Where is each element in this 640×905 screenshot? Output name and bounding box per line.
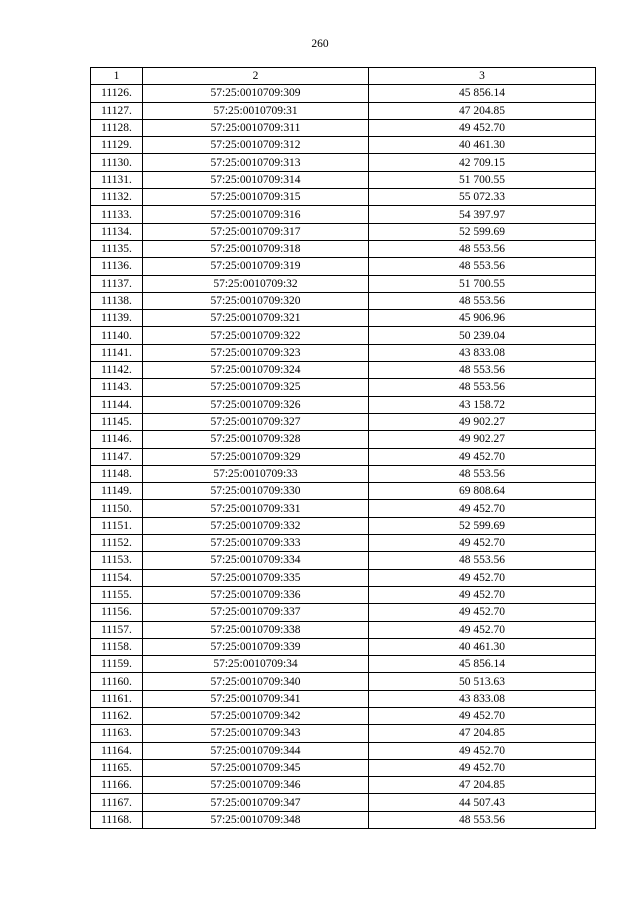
row-number-cell: 11133. xyxy=(91,206,143,223)
table-row xyxy=(91,448,596,465)
cadastral-value-cell: 49 452.70 xyxy=(369,586,596,603)
cadastral-value-cell: 45 856.14 xyxy=(369,85,596,102)
cadastral-value-cell: 51 700.55 xyxy=(369,171,596,188)
cadastral-value-cell: 48 553.56 xyxy=(369,811,596,828)
cadastral-value-cell: 50 513.63 xyxy=(369,673,596,690)
column-header-cadastral-number: 2 xyxy=(143,68,369,85)
table-row xyxy=(91,500,596,517)
cadastral-number-cell: 57:25:0010709:328 xyxy=(143,431,369,448)
page-number: 260 xyxy=(311,38,329,50)
row-number-cell: 11160. xyxy=(91,673,143,690)
row-number-cell: 11129. xyxy=(91,137,143,154)
row-number-cell: 11148. xyxy=(91,465,143,482)
column-header-cadastral-value: 3 xyxy=(369,68,596,85)
cadastral-value-cell: 48 553.56 xyxy=(369,379,596,396)
row-number-cell: 11165. xyxy=(91,759,143,776)
table-row xyxy=(91,258,596,275)
cadastral-value-cell: 49 902.27 xyxy=(369,431,596,448)
row-number-cell: 11135. xyxy=(91,240,143,257)
table-row xyxy=(91,85,596,102)
row-number-cell: 11151. xyxy=(91,517,143,534)
table-row xyxy=(91,604,596,621)
cadastral-number-cell: 57:25:0010709:311 xyxy=(143,119,369,136)
row-number-cell: 11159. xyxy=(91,656,143,673)
cadastral-value-table xyxy=(90,67,596,829)
table-row xyxy=(91,431,596,448)
cadastral-number-cell: 57:25:0010709:314 xyxy=(143,171,369,188)
row-number-cell: 11144. xyxy=(91,396,143,413)
cadastral-value-cell: 40 461.30 xyxy=(369,137,596,154)
cadastral-number-cell: 57:25:0010709:322 xyxy=(143,327,369,344)
cadastral-value-cell: 43 833.08 xyxy=(369,690,596,707)
cadastral-number-cell: 57:25:0010709:317 xyxy=(143,223,369,240)
table-row xyxy=(91,171,596,188)
table-row xyxy=(91,396,596,413)
table-row xyxy=(91,742,596,759)
row-number-cell: 11141. xyxy=(91,344,143,361)
cadastral-number-cell: 57:25:0010709:320 xyxy=(143,292,369,309)
table-row xyxy=(91,690,596,707)
row-number-cell: 11126. xyxy=(91,85,143,102)
table-row xyxy=(91,777,596,794)
table-row xyxy=(91,344,596,361)
table-row xyxy=(91,362,596,379)
cadastral-value-cell: 52 599.69 xyxy=(369,517,596,534)
cadastral-value-cell: 47 204.85 xyxy=(369,725,596,742)
cadastral-number-cell: 57:25:0010709:340 xyxy=(143,673,369,690)
row-number-cell: 11130. xyxy=(91,154,143,171)
cadastral-number-cell: 57:25:0010709:343 xyxy=(143,725,369,742)
table-row xyxy=(91,759,596,776)
cadastral-number-cell: 57:25:0010709:337 xyxy=(143,604,369,621)
cadastral-value-cell: 49 452.70 xyxy=(369,604,596,621)
table-row xyxy=(91,586,596,603)
table-row xyxy=(91,517,596,534)
table-row xyxy=(91,206,596,223)
cadastral-number-cell: 57:25:0010709:332 xyxy=(143,517,369,534)
cadastral-number-cell: 57:25:0010709:339 xyxy=(143,638,369,655)
cadastral-number-cell: 57:25:0010709:319 xyxy=(143,258,369,275)
table-row xyxy=(91,275,596,292)
cadastral-value-cell: 47 204.85 xyxy=(369,777,596,794)
cadastral-number-cell: 57:25:0010709:325 xyxy=(143,379,369,396)
table-row xyxy=(91,223,596,240)
table-row xyxy=(91,327,596,344)
row-number-cell: 11161. xyxy=(91,690,143,707)
table-row xyxy=(91,811,596,828)
cadastral-number-cell: 57:25:0010709:309 xyxy=(143,85,369,102)
cadastral-value-cell: 51 700.55 xyxy=(369,275,596,292)
cadastral-number-cell: 57:25:0010709:315 xyxy=(143,189,369,206)
header-row xyxy=(91,68,596,85)
table-row xyxy=(91,310,596,327)
row-number-cell: 11136. xyxy=(91,258,143,275)
row-number-cell: 11134. xyxy=(91,223,143,240)
cadastral-number-cell: 57:25:0010709:346 xyxy=(143,777,369,794)
row-number-cell: 11164. xyxy=(91,742,143,759)
row-number-cell: 11132. xyxy=(91,189,143,206)
cadastral-number-cell: 57:25:0010709:342 xyxy=(143,707,369,724)
table-row xyxy=(91,379,596,396)
cadastral-value-cell: 44 507.43 xyxy=(369,794,596,811)
cadastral-number-cell: 57:25:0010709:33 xyxy=(143,465,369,482)
cadastral-value-cell: 49 452.70 xyxy=(369,448,596,465)
row-number-cell: 11152. xyxy=(91,535,143,552)
row-number-cell: 11150. xyxy=(91,500,143,517)
cadastral-value-cell: 69 808.64 xyxy=(369,483,596,500)
cadastral-number-cell: 57:25:0010709:316 xyxy=(143,206,369,223)
table-row xyxy=(91,240,596,257)
cadastral-value-cell: 48 553.56 xyxy=(369,292,596,309)
cadastral-number-cell: 57:25:0010709:323 xyxy=(143,344,369,361)
cadastral-value-cell: 54 397.97 xyxy=(369,206,596,223)
cadastral-value-cell: 48 553.56 xyxy=(369,465,596,482)
table-row xyxy=(91,725,596,742)
row-number-cell: 11138. xyxy=(91,292,143,309)
cadastral-value-cell: 49 452.70 xyxy=(369,535,596,552)
row-number-cell: 11149. xyxy=(91,483,143,500)
cadastral-number-cell: 57:25:0010709:31 xyxy=(143,102,369,119)
table-row xyxy=(91,621,596,638)
row-number-cell: 11156. xyxy=(91,604,143,621)
cadastral-number-cell: 57:25:0010709:326 xyxy=(143,396,369,413)
cadastral-number-cell: 57:25:0010709:330 xyxy=(143,483,369,500)
cadastral-value-cell: 49 452.70 xyxy=(369,621,596,638)
cadastral-number-cell: 57:25:0010709:344 xyxy=(143,742,369,759)
table-row xyxy=(91,794,596,811)
cadastral-number-cell: 57:25:0010709:329 xyxy=(143,448,369,465)
cadastral-number-cell: 57:25:0010709:324 xyxy=(143,362,369,379)
row-number-cell: 11142. xyxy=(91,362,143,379)
cadastral-value-cell: 55 072.33 xyxy=(369,189,596,206)
table-row xyxy=(91,154,596,171)
table-row xyxy=(91,292,596,309)
row-number-cell: 11146. xyxy=(91,431,143,448)
cadastral-value-cell: 49 902.27 xyxy=(369,413,596,430)
row-number-cell: 11167. xyxy=(91,794,143,811)
table-row xyxy=(91,119,596,136)
cadastral-value-cell: 49 452.70 xyxy=(369,707,596,724)
cadastral-value-cell: 49 452.70 xyxy=(369,500,596,517)
row-number-cell: 11168. xyxy=(91,811,143,828)
cadastral-number-cell: 57:25:0010709:331 xyxy=(143,500,369,517)
cadastral-number-cell: 57:25:0010709:34 xyxy=(143,656,369,673)
cadastral-number-cell: 57:25:0010709:318 xyxy=(143,240,369,257)
row-number-cell: 11147. xyxy=(91,448,143,465)
cadastral-number-cell: 57:25:0010709:321 xyxy=(143,310,369,327)
cadastral-number-cell: 57:25:0010709:345 xyxy=(143,759,369,776)
row-number-cell: 11128. xyxy=(91,119,143,136)
cadastral-number-cell: 57:25:0010709:333 xyxy=(143,535,369,552)
column-header-number: 1 xyxy=(91,68,143,85)
table-row xyxy=(91,189,596,206)
row-number-cell: 11162. xyxy=(91,707,143,724)
row-number-cell: 11154. xyxy=(91,569,143,586)
row-number-cell: 11166. xyxy=(91,777,143,794)
table-row xyxy=(91,483,596,500)
row-number-cell: 11137. xyxy=(91,275,143,292)
cadastral-number-cell: 57:25:0010709:313 xyxy=(143,154,369,171)
cadastral-number-cell: 57:25:0010709:32 xyxy=(143,275,369,292)
cadastral-number-cell: 57:25:0010709:335 xyxy=(143,569,369,586)
cadastral-value-cell: 48 553.56 xyxy=(369,552,596,569)
table-row xyxy=(91,535,596,552)
cadastral-value-cell: 50 239.04 xyxy=(369,327,596,344)
cadastral-number-cell: 57:25:0010709:334 xyxy=(143,552,369,569)
table-row xyxy=(91,413,596,430)
cadastral-value-cell: 47 204.85 xyxy=(369,102,596,119)
cadastral-number-cell: 57:25:0010709:327 xyxy=(143,413,369,430)
cadastral-value-cell: 49 452.70 xyxy=(369,119,596,136)
row-number-cell: 11145. xyxy=(91,413,143,430)
row-number-cell: 11143. xyxy=(91,379,143,396)
row-number-cell: 11153. xyxy=(91,552,143,569)
cadastral-number-cell: 57:25:0010709:338 xyxy=(143,621,369,638)
cadastral-value-cell: 48 553.56 xyxy=(369,362,596,379)
cadastral-value-cell: 43 158.72 xyxy=(369,396,596,413)
cadastral-number-cell: 57:25:0010709:347 xyxy=(143,794,369,811)
cadastral-number-cell: 57:25:0010709:348 xyxy=(143,811,369,828)
cadastral-value-cell: 40 461.30 xyxy=(369,638,596,655)
row-number-cell: 11139. xyxy=(91,310,143,327)
cadastral-value-cell: 45 906.96 xyxy=(369,310,596,327)
row-number-cell: 11157. xyxy=(91,621,143,638)
cadastral-value-cell: 48 553.56 xyxy=(369,240,596,257)
row-number-cell: 11140. xyxy=(91,327,143,344)
table-header xyxy=(91,68,596,85)
cadastral-value-cell: 49 452.70 xyxy=(369,759,596,776)
cadastral-value-cell: 49 452.70 xyxy=(369,569,596,586)
row-number-cell: 11155. xyxy=(91,586,143,603)
table-row xyxy=(91,552,596,569)
cadastral-value-cell: 45 856.14 xyxy=(369,656,596,673)
table-body xyxy=(91,85,596,829)
row-number-cell: 11163. xyxy=(91,725,143,742)
table-row xyxy=(91,707,596,724)
cadastral-number-cell: 57:25:0010709:341 xyxy=(143,690,369,707)
table-row xyxy=(91,638,596,655)
table-row xyxy=(91,102,596,119)
table-row xyxy=(91,656,596,673)
cadastral-value-cell: 52 599.69 xyxy=(369,223,596,240)
cadastral-value-cell: 49 452.70 xyxy=(369,742,596,759)
table-row xyxy=(91,465,596,482)
cadastral-value-cell: 42 709.15 xyxy=(369,154,596,171)
cadastral-value-cell: 43 833.08 xyxy=(369,344,596,361)
row-number-cell: 11131. xyxy=(91,171,143,188)
cadastral-number-cell: 57:25:0010709:336 xyxy=(143,586,369,603)
table-row xyxy=(91,137,596,154)
table-row xyxy=(91,673,596,690)
cadastral-number-cell: 57:25:0010709:312 xyxy=(143,137,369,154)
table-row xyxy=(91,569,596,586)
row-number-cell: 11158. xyxy=(91,638,143,655)
cadastral-value-cell: 48 553.56 xyxy=(369,258,596,275)
row-number-cell: 11127. xyxy=(91,102,143,119)
